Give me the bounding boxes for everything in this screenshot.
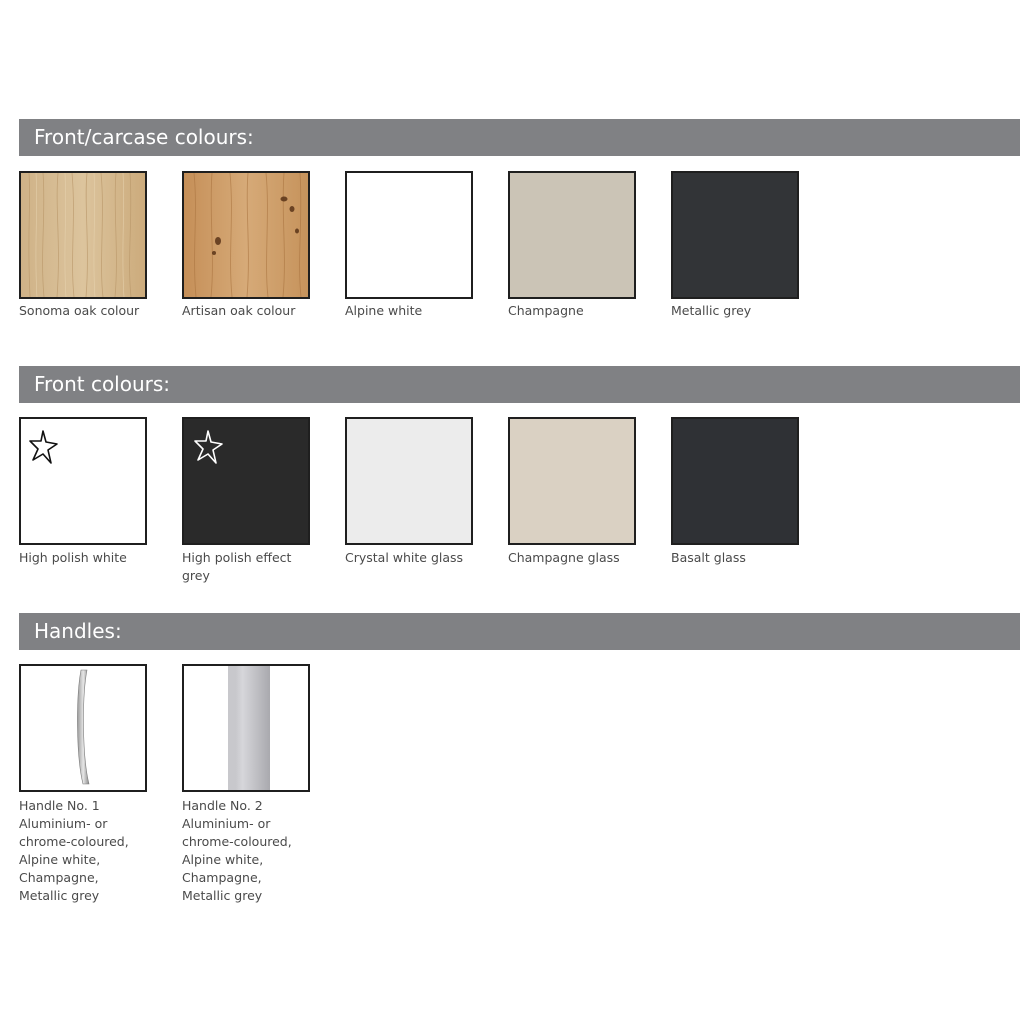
artisan-oak-texture [184, 173, 308, 297]
swatch-high-polish-white[interactable] [19, 417, 147, 545]
star-icon [184, 419, 308, 543]
swatch-label: Sonoma oak colour [19, 303, 140, 318]
bar-handle-icon [184, 666, 308, 790]
swatch-label: High polish white [19, 550, 127, 565]
sonoma-oak-texture [21, 173, 145, 297]
star-icon [21, 419, 145, 543]
swatch-metallic-grey[interactable] [671, 171, 799, 299]
swatch-handle-no-2[interactable] [182, 664, 310, 792]
swatch-artisan-oak[interactable] [182, 171, 310, 299]
swatch-label: Champagne glass [508, 550, 620, 565]
swatch-label: Alpine white [345, 303, 423, 318]
section-header-front-carcase [19, 119, 1020, 156]
swatch-label: Artisan oak colour [182, 303, 296, 318]
section-title: Handles: [34, 619, 122, 643]
swatch-champagne[interactable] [508, 171, 636, 299]
swatch-handle-no-1[interactable] [19, 664, 147, 792]
swatch-label: High polish effect grey [182, 550, 292, 583]
bow-handle-icon [21, 666, 145, 790]
swatch-crystal-white-glass[interactable] [345, 417, 473, 545]
swatch-label: Champagne [508, 303, 584, 318]
swatch-champagne-glass[interactable] [508, 417, 636, 545]
swatch-label: Basalt glass [671, 550, 746, 565]
swatch-label: Handle No. 1 Aluminium- or chrome-coloured, Alpine white, Champagne, Metallic grey [19, 798, 129, 903]
section-title: Front/carcase colours: [34, 125, 254, 149]
swatch-label: Crystal white glass [345, 550, 464, 565]
swatch-alpine-white[interactable] [345, 171, 473, 299]
swatch-high-polish-effect-grey[interactable] [182, 417, 310, 545]
section-header-handles [19, 613, 1020, 650]
swatch-label: Metallic grey [671, 303, 752, 318]
section-header-front-colours [19, 366, 1020, 403]
swatch-label: Handle No. 2 Aluminium- or chrome-coloured, Alpine white, Champagne, Metallic grey [182, 798, 292, 903]
swatch-sonoma-oak[interactable] [19, 171, 147, 299]
section-title: Front colours: [34, 372, 171, 396]
swatch-basalt-glass[interactable] [671, 417, 799, 545]
